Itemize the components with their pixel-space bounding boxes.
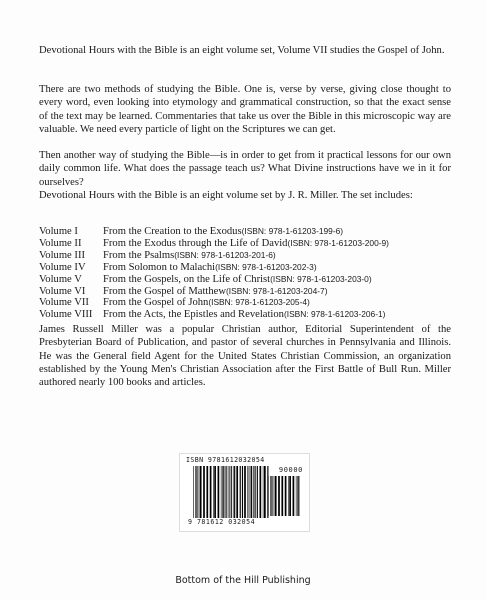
volume-isbn: (ISBN: 978-1-61203-200-9)	[287, 237, 389, 248]
barcode-bar	[298, 476, 299, 516]
barcode-bar	[251, 466, 252, 518]
barcode-bar	[257, 466, 258, 518]
barcode-bar	[255, 466, 256, 518]
barcode-bar	[293, 476, 295, 516]
volume-name: Volume II	[39, 237, 82, 249]
barcode-bar	[271, 476, 272, 516]
barcode-bar	[249, 466, 250, 518]
volume-name: Volume V	[39, 273, 82, 285]
barcode-bar	[253, 466, 254, 518]
barcode-addon-bars	[268, 476, 301, 516]
barcode-bar	[268, 476, 269, 516]
volume-isbn: (ISBN: 978-1-61203-202-3)	[215, 261, 317, 272]
volume-row	[39, 309, 459, 321]
barcode-bar	[196, 466, 197, 518]
volume-title: From Solomon to Malachi	[103, 261, 216, 273]
barcode-bar	[264, 466, 266, 518]
intro-paragraph: Devotional Hours with the Bible is an eight volume set, Volume VII studies the Gospel of John.	[39, 45, 445, 56]
volume-row	[39, 238, 459, 250]
volume-row	[39, 250, 459, 262]
volume-row	[39, 262, 459, 274]
barcode-bar	[234, 466, 235, 518]
volume-isbn: (ISBN: 978-1-61203-201-6)	[174, 249, 276, 260]
volume-title: From the Gospels, on the Life of Christ	[103, 273, 271, 285]
barcode-isbn-label: ISBN 9781612032054	[186, 456, 265, 464]
volume-name: Volume VII	[39, 297, 89, 309]
volume-row	[39, 274, 459, 286]
barcode-bar	[240, 466, 241, 518]
volume-row	[39, 226, 459, 238]
volume-title: From the Psalms	[103, 249, 175, 261]
volume-name: Volume VI	[39, 285, 86, 297]
barcode-bar	[270, 476, 271, 516]
volume-isbn: (ISBN: 978-1-61203-203-0)	[270, 273, 372, 284]
barcode-bar	[250, 466, 251, 518]
barcode-bar	[200, 466, 202, 518]
author-bio-paragraph: James Russell Miller was a popular Christian author, Editorial Superintendent of the Presbyterian Board of Publication, and pastor of several churches in Pennsylvania and Illinois. He was the General field Agent for the United States Christian Commission, an organization established by the Young Men's Christian Association after the First Battle of Bull Run. Miller authored nearly 100 books and articles.	[39, 324, 451, 389]
barcode-bar	[278, 476, 280, 516]
volume-title: From the Acts, the Epistles and Revelation	[103, 309, 284, 321]
volume-title: From the Creation to the Exodus	[103, 226, 242, 237]
volume-name: Volume IV	[39, 261, 86, 273]
barcode-bar	[244, 466, 246, 518]
volume-list	[39, 226, 459, 321]
barcode-bar	[296, 476, 297, 516]
publisher-name: Bottom of the Hill Publishing	[175, 575, 311, 586]
volume-title: From the Gospel of Matthew	[103, 285, 226, 297]
barcode-bar	[228, 466, 229, 518]
volume-name: Volume I	[39, 226, 78, 237]
volume-row	[39, 297, 459, 309]
volume-name: Volume VIII	[39, 309, 93, 321]
barcode-block	[179, 453, 310, 532]
barcode-bar	[260, 466, 262, 518]
barcode-bar	[226, 466, 227, 518]
barcode-bar	[213, 466, 214, 518]
volume-row	[39, 286, 459, 298]
methods-paragraph: There are two methods of studying the Bible. One is, verse by verse, giving close thought to every word, even looking into etymology and grammatical construction, so that the exact sense of the text may be learned. Commentaries that take us over the Bible in this microscopic way are valuable. We need every particle of light on the Scriptures we can get.	[39, 84, 451, 135]
volume-title: From the Exodus through the Life of David	[103, 237, 288, 249]
volume-isbn: (ISBN: 978-1-61203-206-1)	[283, 309, 386, 320]
volume-name: Volume III	[39, 249, 85, 261]
barcode-bar	[289, 476, 291, 516]
volume-isbn: (ISBN: 978-1-61203-205-4)	[208, 297, 310, 308]
barcode-bar	[274, 476, 275, 516]
barcode-bar	[222, 466, 223, 518]
barcode-bar	[275, 476, 277, 516]
barcode-bar	[195, 466, 196, 518]
volume-isbn: (ISBN: 978-1-61203-199-6)	[241, 226, 344, 236]
barcode-price-code: 90000	[278, 466, 303, 474]
barcode-bar	[247, 466, 248, 518]
volume-isbn: (ISBN: 978-1-61203-204-7)	[226, 285, 328, 296]
barcode-bar	[218, 466, 220, 518]
barcode-bar	[297, 476, 298, 516]
another-way-paragraph: Then another way of studying the Bible—is in order to get from it practical lessons for our own daily common life. What does the passage teach us? What Divine instructions have we in it for ourselves?	[39, 150, 451, 188]
barcode-bar	[229, 466, 230, 518]
barcode-bar	[236, 466, 238, 518]
barcode-bar	[231, 466, 232, 518]
barcode-bar	[199, 466, 200, 518]
barcode-bar	[193, 466, 194, 518]
barcode-bar	[223, 466, 224, 518]
barcode-bar	[281, 476, 283, 516]
barcode-bar	[206, 466, 208, 518]
barcode-bar	[288, 476, 289, 516]
barcode-bar	[242, 466, 243, 518]
barcode-main-bars	[193, 466, 269, 518]
set-intro-paragraph: Devotional Hours with the Bible is an eight volume set by J. R. Miller. The set includes:	[39, 190, 413, 201]
barcode-bar	[263, 466, 264, 518]
barcode-bar	[214, 466, 216, 518]
barcode-bar	[233, 466, 234, 518]
volume-title: From the Gospel of John	[103, 297, 209, 309]
barcode-bar	[203, 466, 205, 518]
barcode-digits: 9 781612 032054	[188, 518, 256, 526]
barcode-bar	[221, 466, 222, 518]
barcode-bar	[285, 476, 287, 516]
barcode-bar	[210, 466, 212, 518]
